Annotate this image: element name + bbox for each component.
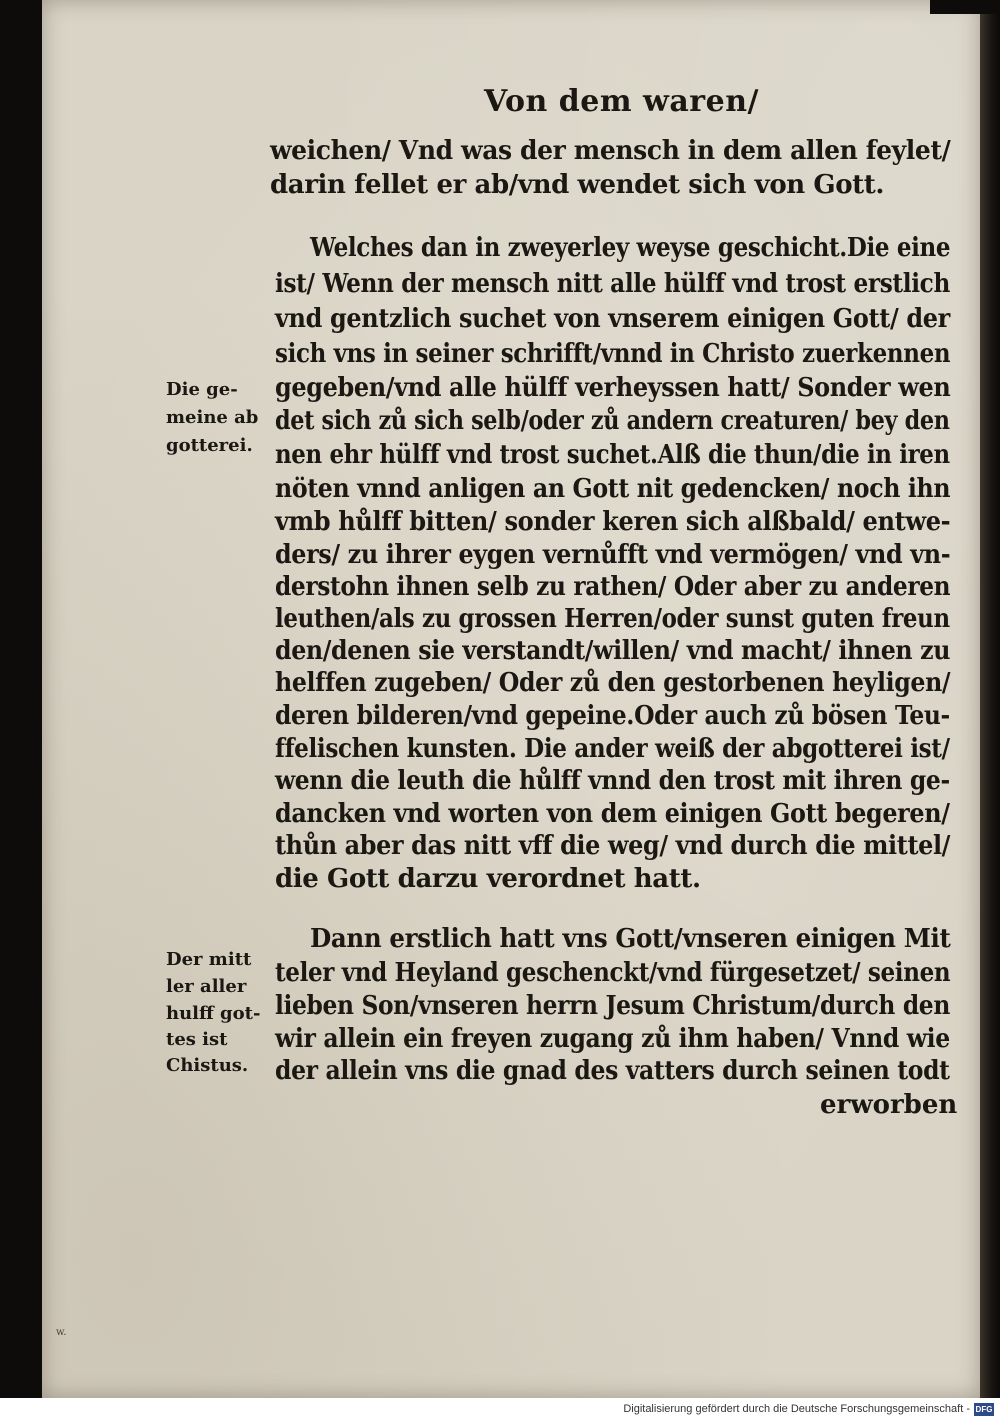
body-line: Welches dan in zweyerley weyse geschicht.Die eine bbox=[310, 233, 951, 263]
book-page bbox=[42, 0, 980, 1398]
body-line: darin fellet er ab/vnd wendet sich von Gott. bbox=[270, 170, 885, 200]
body-line: nöten vnnd anligen an Gott nit gedencken/ noch ihn bbox=[275, 474, 951, 504]
body-line: lieben Son/vnseren herrn Jesum Christum/durch den bbox=[275, 991, 950, 1021]
body-line: thůn aber das nitt vff die weg/ vnd durch die mittel/ bbox=[275, 831, 951, 861]
catchword: erworben bbox=[820, 1090, 958, 1120]
body-line: der allein vns die gnad des vatters durch seinen todt bbox=[275, 1056, 950, 1086]
body-line: vnd gentzlich suchet von vnserem einigen Gott/ der bbox=[275, 304, 950, 334]
body-line: gegeben/vnd alle hülff verheyssen hatt/ Sonder wen bbox=[275, 373, 951, 403]
marginal-note-line: tes ist bbox=[166, 1029, 228, 1050]
body-line: teler vnd Heyland geschenckt/vnd fürgesetzet/ seinen bbox=[275, 958, 951, 988]
marginal-note-line: hulff got- bbox=[166, 1003, 261, 1024]
marginal-note-line: meine ab bbox=[166, 407, 259, 428]
body-line: ist/ Wenn der mensch nitt alle hülff vnd trost erstlich bbox=[275, 269, 950, 299]
running-title: Von dem waren/ bbox=[484, 84, 759, 119]
marginal-note-line: gotterei. bbox=[166, 435, 253, 456]
marginal-note-line: Die ge- bbox=[166, 379, 238, 400]
body-line: ffelischen kunsten. Die ander weiß der abgotterei ist/ bbox=[275, 734, 950, 764]
marginal-note-line: Der mitt bbox=[166, 949, 252, 970]
body-line: wenn die leuth die hůlff vnnd den trost mit ihren ge- bbox=[275, 766, 950, 796]
body-line: wir allein ein freyen zugang zů ihm haben/ Vnnd wie bbox=[275, 1024, 950, 1054]
body-line: derstohn ihnen selb zu rathen/ Oder aber zu anderen bbox=[275, 572, 951, 602]
dfg-logo: DFG bbox=[975, 1405, 993, 1414]
body-line: Dann erstlich hatt vns Gott/vnseren einigen Mit bbox=[310, 924, 951, 954]
page-fore-edge bbox=[980, 0, 1000, 1398]
scan-corner bbox=[930, 0, 1000, 14]
body-line: nen ehr hülff vnd trost suchet.Alß die thun/die in iren bbox=[275, 440, 950, 470]
body-line: leuthen/als zu grossen Herren/oder sunst guten freun bbox=[275, 604, 950, 634]
body-line: vmb hůlff bitten/ sonder keren sich alßbald/ entwe- bbox=[275, 507, 951, 537]
marginal-note-line: ler aller bbox=[166, 976, 247, 997]
body-line: dancken vnd worten von dem einigen Gott begeren/ bbox=[275, 799, 950, 829]
body-line: die Gott darzu verordnet hatt. bbox=[275, 864, 701, 894]
body-line: deren bilderen/vnd gepeine.Oder auch zů bösen Teu- bbox=[275, 701, 950, 731]
body-line: helffen zugeben/ Oder zů den gestorbenen heyligen/ bbox=[275, 668, 951, 698]
marginal-note-line: Chistus. bbox=[166, 1055, 249, 1076]
page-mark: w. bbox=[56, 1327, 67, 1338]
body-line: sich vns in seiner schrifft/vnnd in Christo zuerkennen bbox=[275, 339, 951, 369]
body-line: weichen/ Vnd was der mensch in dem allen feylet/ bbox=[270, 136, 951, 166]
footer-credit: Digitalisierung gefördert durch die Deutsche Forschungsgemeinschaft - bbox=[623, 1403, 970, 1415]
body-line: den/denen sie verstandt/willen/ vnd macht/ ihnen zu bbox=[275, 636, 951, 666]
body-line: ders/ zu ihrer eygen vernůfft vnd vermögen/ vnd vn- bbox=[275, 540, 951, 570]
body-line: det sich zů sich selb/oder zů andern creaturen/ bey den bbox=[275, 406, 950, 436]
